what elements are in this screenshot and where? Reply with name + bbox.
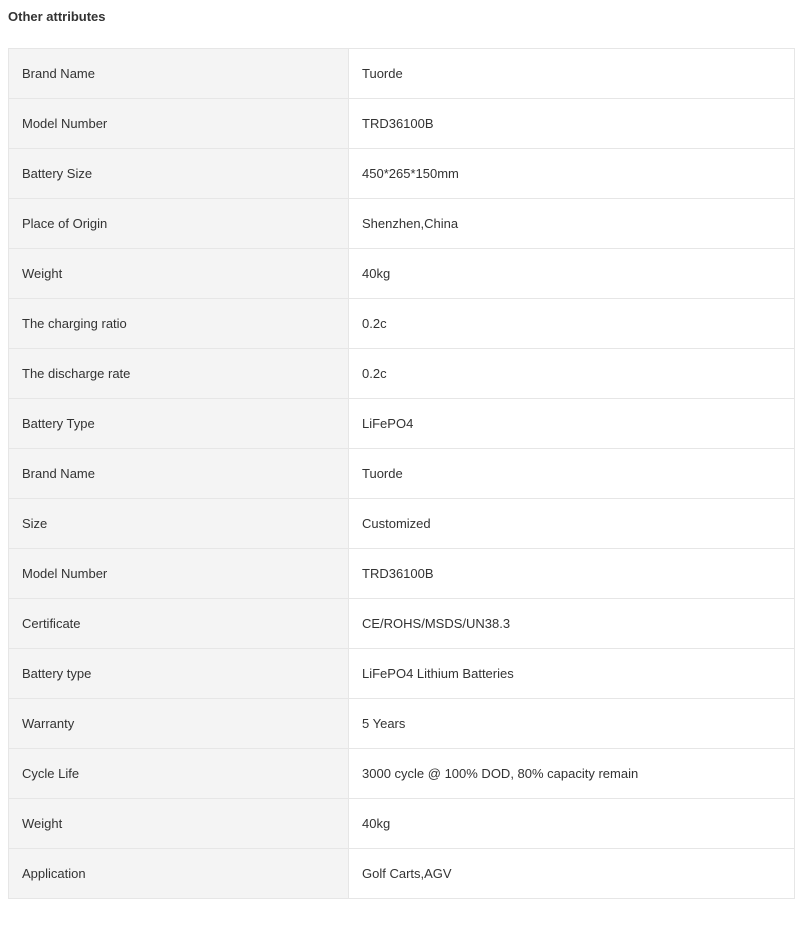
attribute-name: Place of Origin (9, 199, 349, 249)
table-row (9, 49, 795, 99)
table-row (9, 149, 795, 199)
attribute-name: Brand Name (9, 449, 349, 499)
attribute-value: CE/ROHS/MSDS/UN38.3 (349, 599, 795, 649)
attribute-name: The charging ratio (9, 299, 349, 349)
attribute-value: 5 Years (349, 699, 795, 749)
attribute-value: 40kg (349, 249, 795, 299)
table-row (9, 299, 795, 349)
table-row (9, 849, 795, 899)
attribute-name: Weight (9, 799, 349, 849)
attribute-value: Customized (349, 499, 795, 549)
attribute-value: LiFePO4 Lithium Batteries (349, 649, 795, 699)
attribute-value: 0.2c (349, 349, 795, 399)
attribute-name: Certificate (9, 599, 349, 649)
attribute-value: LiFePO4 (349, 399, 795, 449)
table-row (9, 199, 795, 249)
table-row (9, 799, 795, 849)
attribute-name: Application (9, 849, 349, 899)
table-row (9, 699, 795, 749)
table-row (9, 99, 795, 149)
table-row (9, 249, 795, 299)
attribute-value: Tuorde (349, 49, 795, 99)
table-row (9, 449, 795, 499)
attribute-value: 3000 cycle @ 100% DOD, 80% capacity remain (349, 749, 795, 799)
table-row (9, 399, 795, 449)
attribute-name: Weight (9, 249, 349, 299)
attributes-table (8, 48, 795, 899)
attribute-name: Battery type (9, 649, 349, 699)
attribute-name: Battery Size (9, 149, 349, 199)
attribute-name: Warranty (9, 699, 349, 749)
section-title: Other attributes (8, 9, 106, 24)
attribute-name: The discharge rate (9, 349, 349, 399)
attribute-value: Tuorde (349, 449, 795, 499)
table-row (9, 549, 795, 599)
attribute-value: Shenzhen,China (349, 199, 795, 249)
attribute-value: 40kg (349, 799, 795, 849)
table-row (9, 649, 795, 699)
attribute-name: Battery Type (9, 399, 349, 449)
attribute-name: Model Number (9, 99, 349, 149)
table-row (9, 349, 795, 399)
attribute-name: Model Number (9, 549, 349, 599)
attribute-value: 450*265*150mm (349, 149, 795, 199)
table-row (9, 599, 795, 649)
table-row (9, 499, 795, 549)
attribute-value: 0.2c (349, 299, 795, 349)
attribute-value: TRD36100B (349, 99, 795, 149)
table-row (9, 749, 795, 799)
attribute-name: Size (9, 499, 349, 549)
attribute-value: Golf Carts,AGV (349, 849, 795, 899)
attribute-name: Cycle Life (9, 749, 349, 799)
attribute-value: TRD36100B (349, 549, 795, 599)
attribute-name: Brand Name (9, 49, 349, 99)
